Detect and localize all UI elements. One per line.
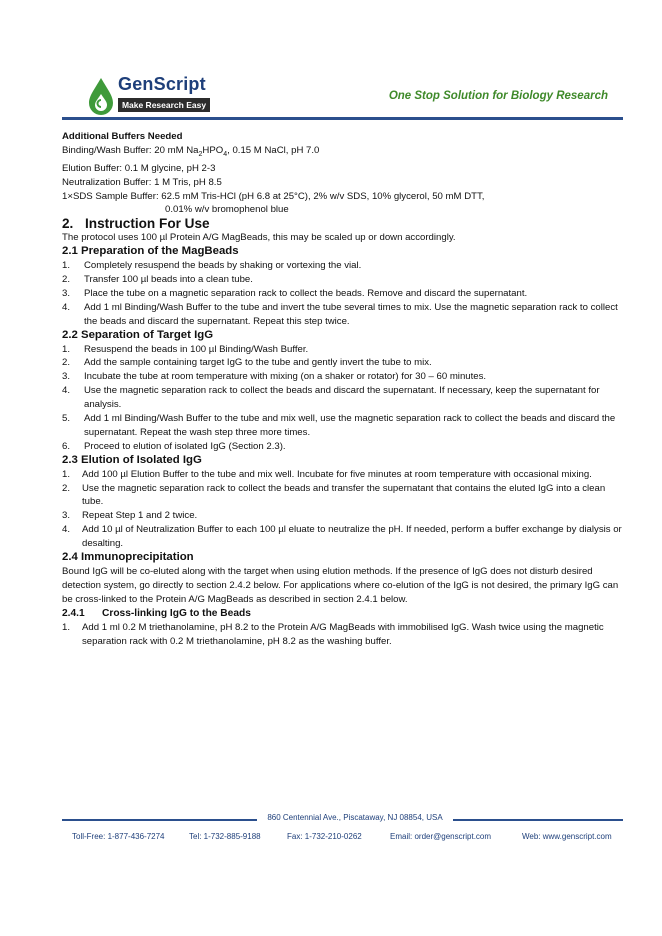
footer-divider-left <box>62 819 257 821</box>
elution-buffer: Elution Buffer: 0.1 M glycine, pH 2-3 <box>62 162 216 174</box>
list-item: 6. Proceed to elution of isolated IgG (Section 2.3). <box>62 440 286 452</box>
page-header <box>80 72 630 120</box>
list-item: 5. Add 1 ml Binding/Wash Buffer to the tube and mix well, use the magnetic separation rack to collect the beads and discard the supernatant. Repeat the wash step three more times. <box>62 413 616 438</box>
buffers-title: Additional Buffers Needed <box>62 131 183 142</box>
list-item: 2. Add the sample containing target IgG to the tube and gently invert the tube to mix. <box>62 357 432 369</box>
header-slogan: One Stop Solution for Biology Research <box>388 90 608 102</box>
document-body <box>62 130 622 648</box>
footer-toll-free: Toll-Free: 1-877-436-7274 <box>72 832 165 841</box>
section-2-2-heading: 2.2 Separation of Target IgG <box>62 328 214 341</box>
footer-fax: Fax: 1-732-210-0262 <box>287 832 362 841</box>
footer-web[interactable]: Web: www.genscript.com <box>522 832 612 841</box>
header-divider <box>62 117 623 120</box>
section-2-4-1-heading: 2.4.1 Cross-linking IgG to the Beads <box>62 607 251 619</box>
section-2-3-heading: 2.3 Elution of Isolated IgG <box>62 453 202 466</box>
list-item: 3. Incubate the tube at room temperature with mixing (on a shaker or rotator) for 30 – 60 minutes. <box>62 371 487 383</box>
section-2-1-heading: 2.1 Preparation of the MagBeads <box>62 245 239 258</box>
footer-divider-right <box>453 819 623 821</box>
section-2-4-1-list <box>62 621 622 649</box>
genscript-logo-icon <box>86 76 116 116</box>
section-2-4-paragraph: Bound IgG will be co-eluted along with the target when using elution methods. If the presence of IgG does not disturb desired detection system, go directly to section 2.4.2 below. For applications where co-elution of the IgG is not desired, the primary IgG can be cross-linked to the Protein A/G MagBeads as described in section 2.4.1 below. <box>62 566 619 605</box>
section-2-4-heading: 2.4 Immunoprecipitation <box>62 551 194 564</box>
section-2-heading: 2. Instruction For Use <box>62 216 210 232</box>
list-item: 1. Resuspend the beads in 100 µl Binding/Wash Buffer. <box>62 343 309 355</box>
section-2-1-list <box>62 259 622 329</box>
list-item: 4. Add 1 ml Binding/Wash Buffer to the tube and invert the tube several times to mix. Use the magnetic separation rack to collect the beads and discard the supernatant. Repeat this step twice. <box>62 301 618 327</box>
list-item: 4. Add 10 µl of Neutralization Buffer to each 100 µl eluate to neutralize the pH. If needed, perform a buffer exchange by dialysis or desalting. <box>62 524 622 550</box>
section-2-intro: The protocol uses 100 µl Protein A/G MagBeads, this may be scaled up or down accordingly. <box>62 232 456 244</box>
list-item: 3. Repeat Step 1 and 2 twice. <box>62 510 198 522</box>
footer-address: 860 Centennial Ave., Piscataway, NJ 08854, USA <box>267 813 443 822</box>
sds-buffer-line-1: 1×SDS Sample Buffer: 62.5 mM Tris-HCl (pH 6.8 at 25°C), 2% w/v SDS, 10% glycerol, 50 mM DTT, <box>62 190 485 202</box>
footer-tel: Tel: 1-732-885-9188 <box>189 832 261 841</box>
list-item: 4. Use the magnetic separation rack to collect the beads and discard the supernatant. If necessary, keep the supernatant for analysis. <box>62 385 600 411</box>
list-item: 1. Add 1 ml 0.2 M triethanolamine, pH 8.2 to the Protein A/G MagBeads with immobilised IgG. Wash twice using the magnetic separation rack with 0.2 M triethanolamine, pH 8.2 as the washing buffer. <box>62 621 604 647</box>
list-item: 2. Transfer 100 µl beads into a clean tube. <box>62 273 253 285</box>
sds-buffer-line-2: 0.01% w/v bromophenol blue <box>165 204 289 216</box>
list-item: 1. Add 100 µl Elution Buffer to the tube and mix well. Incubate for five minutes at room temperature with occasional mixing. <box>62 468 592 480</box>
neutralization-buffer: Neutralization Buffer: 1 M Tris, pH 8.5 <box>62 176 222 188</box>
list-item: 2. Use the magnetic separation rack to collect the beads and transfer the supernatant that contains the eluted IgG into a clean tube. <box>62 482 606 508</box>
binding-wash-buffer: Binding/Wash Buffer: 20 mM $Na_2HPO_4$, 0.15 M NaCl, pH 7.0 <box>62 144 320 158</box>
brand-name: GenScript <box>118 74 206 94</box>
list-item: 3. Place the tube on a magnetic separation rack to collect the beads. Remove and discard the supernatant. <box>62 287 528 299</box>
list-item: 1. Completely resuspend the beads by shaking or vortexing the vial. <box>62 260 362 272</box>
section-2-2-list <box>62 343 622 454</box>
section-2-3-list <box>62 468 622 551</box>
footer-email[interactable]: Email: order@genscript.com <box>390 832 492 841</box>
brand-tagline: Make Research Easy <box>118 98 210 112</box>
